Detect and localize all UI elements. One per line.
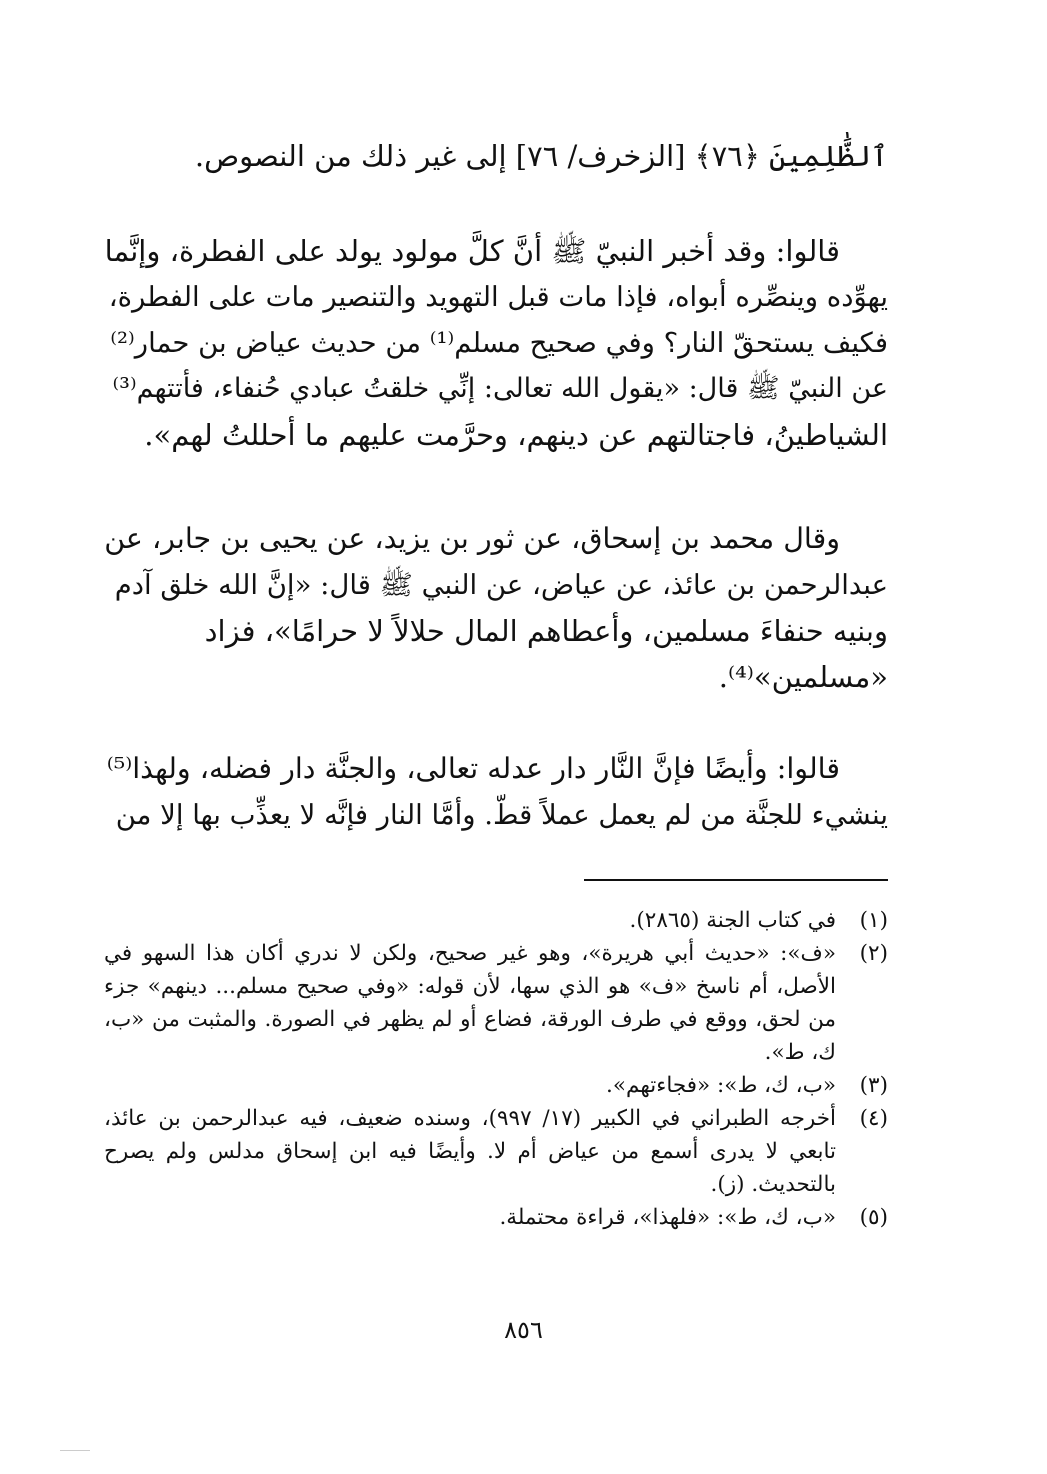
footnote-1 xyxy=(104,904,888,937)
footnote-2 xyxy=(104,937,888,1069)
footnote-number: (٢) xyxy=(859,941,888,966)
text-line: وقال محمد بن إسحاق، عن ثور بن يزيد، عن يحيى بن جابر، عن xyxy=(104,522,840,555)
footnote-number: (٥) xyxy=(859,1205,888,1230)
text-line: عن النبيّ ﷺ قال: «يقول الله تعالى: إنِّي خلقتُ عبادي حُنفاء، فأتتهم⁽³⁾ xyxy=(112,373,888,404)
text-line: قالوا: وقد أخبر النبيّ ﷺ أنَّ كلَّ مولود يولد على الفطرة، وإنَّما xyxy=(104,234,840,268)
footnote-3 xyxy=(104,1069,888,1102)
footnotes xyxy=(104,904,888,1234)
scan-edge-mark xyxy=(60,1450,90,1451)
footnote-text: «ف»: «حديث أبي هريرة»، وهو غير صحيح، ولكن لا ندري أكان هذا السهو في الأصل، أم ناسخ «ف» هو الذي سها، لأن قوله: «وفي صحيح مسلم... دينهم» جزء من لحق، ووقع في طرف الورقة، فضاع أو لم يظهر في الصورة. والمثبت من «ب، ك، ط». xyxy=(104,941,836,1065)
footnote-5 xyxy=(104,1201,888,1234)
footnote-text: في كتاب الجنة (٢٨٦٥). xyxy=(629,908,836,933)
footnote-4 xyxy=(104,1102,888,1201)
main-text-top xyxy=(104,133,888,179)
text-line: ينشيء للجنَّة من لم يعمل عملاً قطّ. وأمَّا النار فإنَّه لا يعذِّب بها إلا من xyxy=(115,799,888,831)
footnote-text: «ب، ك، ط»: «فجاءتهم». xyxy=(606,1073,836,1098)
paragraph-1 xyxy=(104,228,888,458)
footnote-number: (٣) xyxy=(859,1073,888,1098)
text-line: «مسلمين»⁽⁴⁾. xyxy=(718,660,888,694)
paragraph-3 xyxy=(104,746,888,838)
text-line: قالوا: وأيضًا فإنَّ النَّار دار عدله تعالى، والجنَّة دار فضله، ولهذا⁽⁵⁾ xyxy=(106,752,840,785)
text-line: عبدالرحمن بن عائذ، عن عياض، عن النبي ﷺ قال: «إنَّ الله خلق آدم xyxy=(114,569,888,601)
paragraph-2 xyxy=(104,516,888,700)
footnote-text: أخرجه الطبراني في الكبير (١٧/ ٩٩٧)، وسنده ضعيف، فيه عبدالرحمن بن عائذ، تابعي لا يدرى أسمع من عياض أم لا. وأيضًا فيه ابن إسحاق مدلس ولم يصرح بالتحديث. (ز). xyxy=(104,1106,836,1197)
footnote-separator xyxy=(584,879,888,881)
text-line: فكيف يستحقّ النار؟ وفي صحيح مسلم⁽¹⁾ من حديث عياض بن حمار⁽²⁾ xyxy=(110,327,888,359)
text-line: الشياطينُ، فاجتالتهم عن دينهم، وحرَّمت عليهم ما أحللتُ لهم». xyxy=(144,418,888,452)
footnote-number: (١) xyxy=(859,908,888,933)
page-number: ٨٥٦ xyxy=(504,1316,543,1344)
text-line: يهوِّده وينصِّره أبواه، فإذا مات قبل التهويد والتنصير مات على الفطرة، xyxy=(108,281,888,313)
footnote-text: «ب، ك، ط»: «فلهذا»، قراءة محتملة. xyxy=(499,1205,836,1230)
footnote-number: (٤) xyxy=(859,1106,888,1131)
continuation-line xyxy=(104,133,888,179)
text-line: وبنيه حنفاءَ مسلمين، وأعطاهم المال حلالاً لا حرامًا»، فزاد xyxy=(204,614,888,648)
text-line: ٱلظَّٰلِمِينَ ﴿٧٦﴾ [الزخرف/ ٧٦] إلى غير ذلك من النصوص. xyxy=(194,139,888,173)
